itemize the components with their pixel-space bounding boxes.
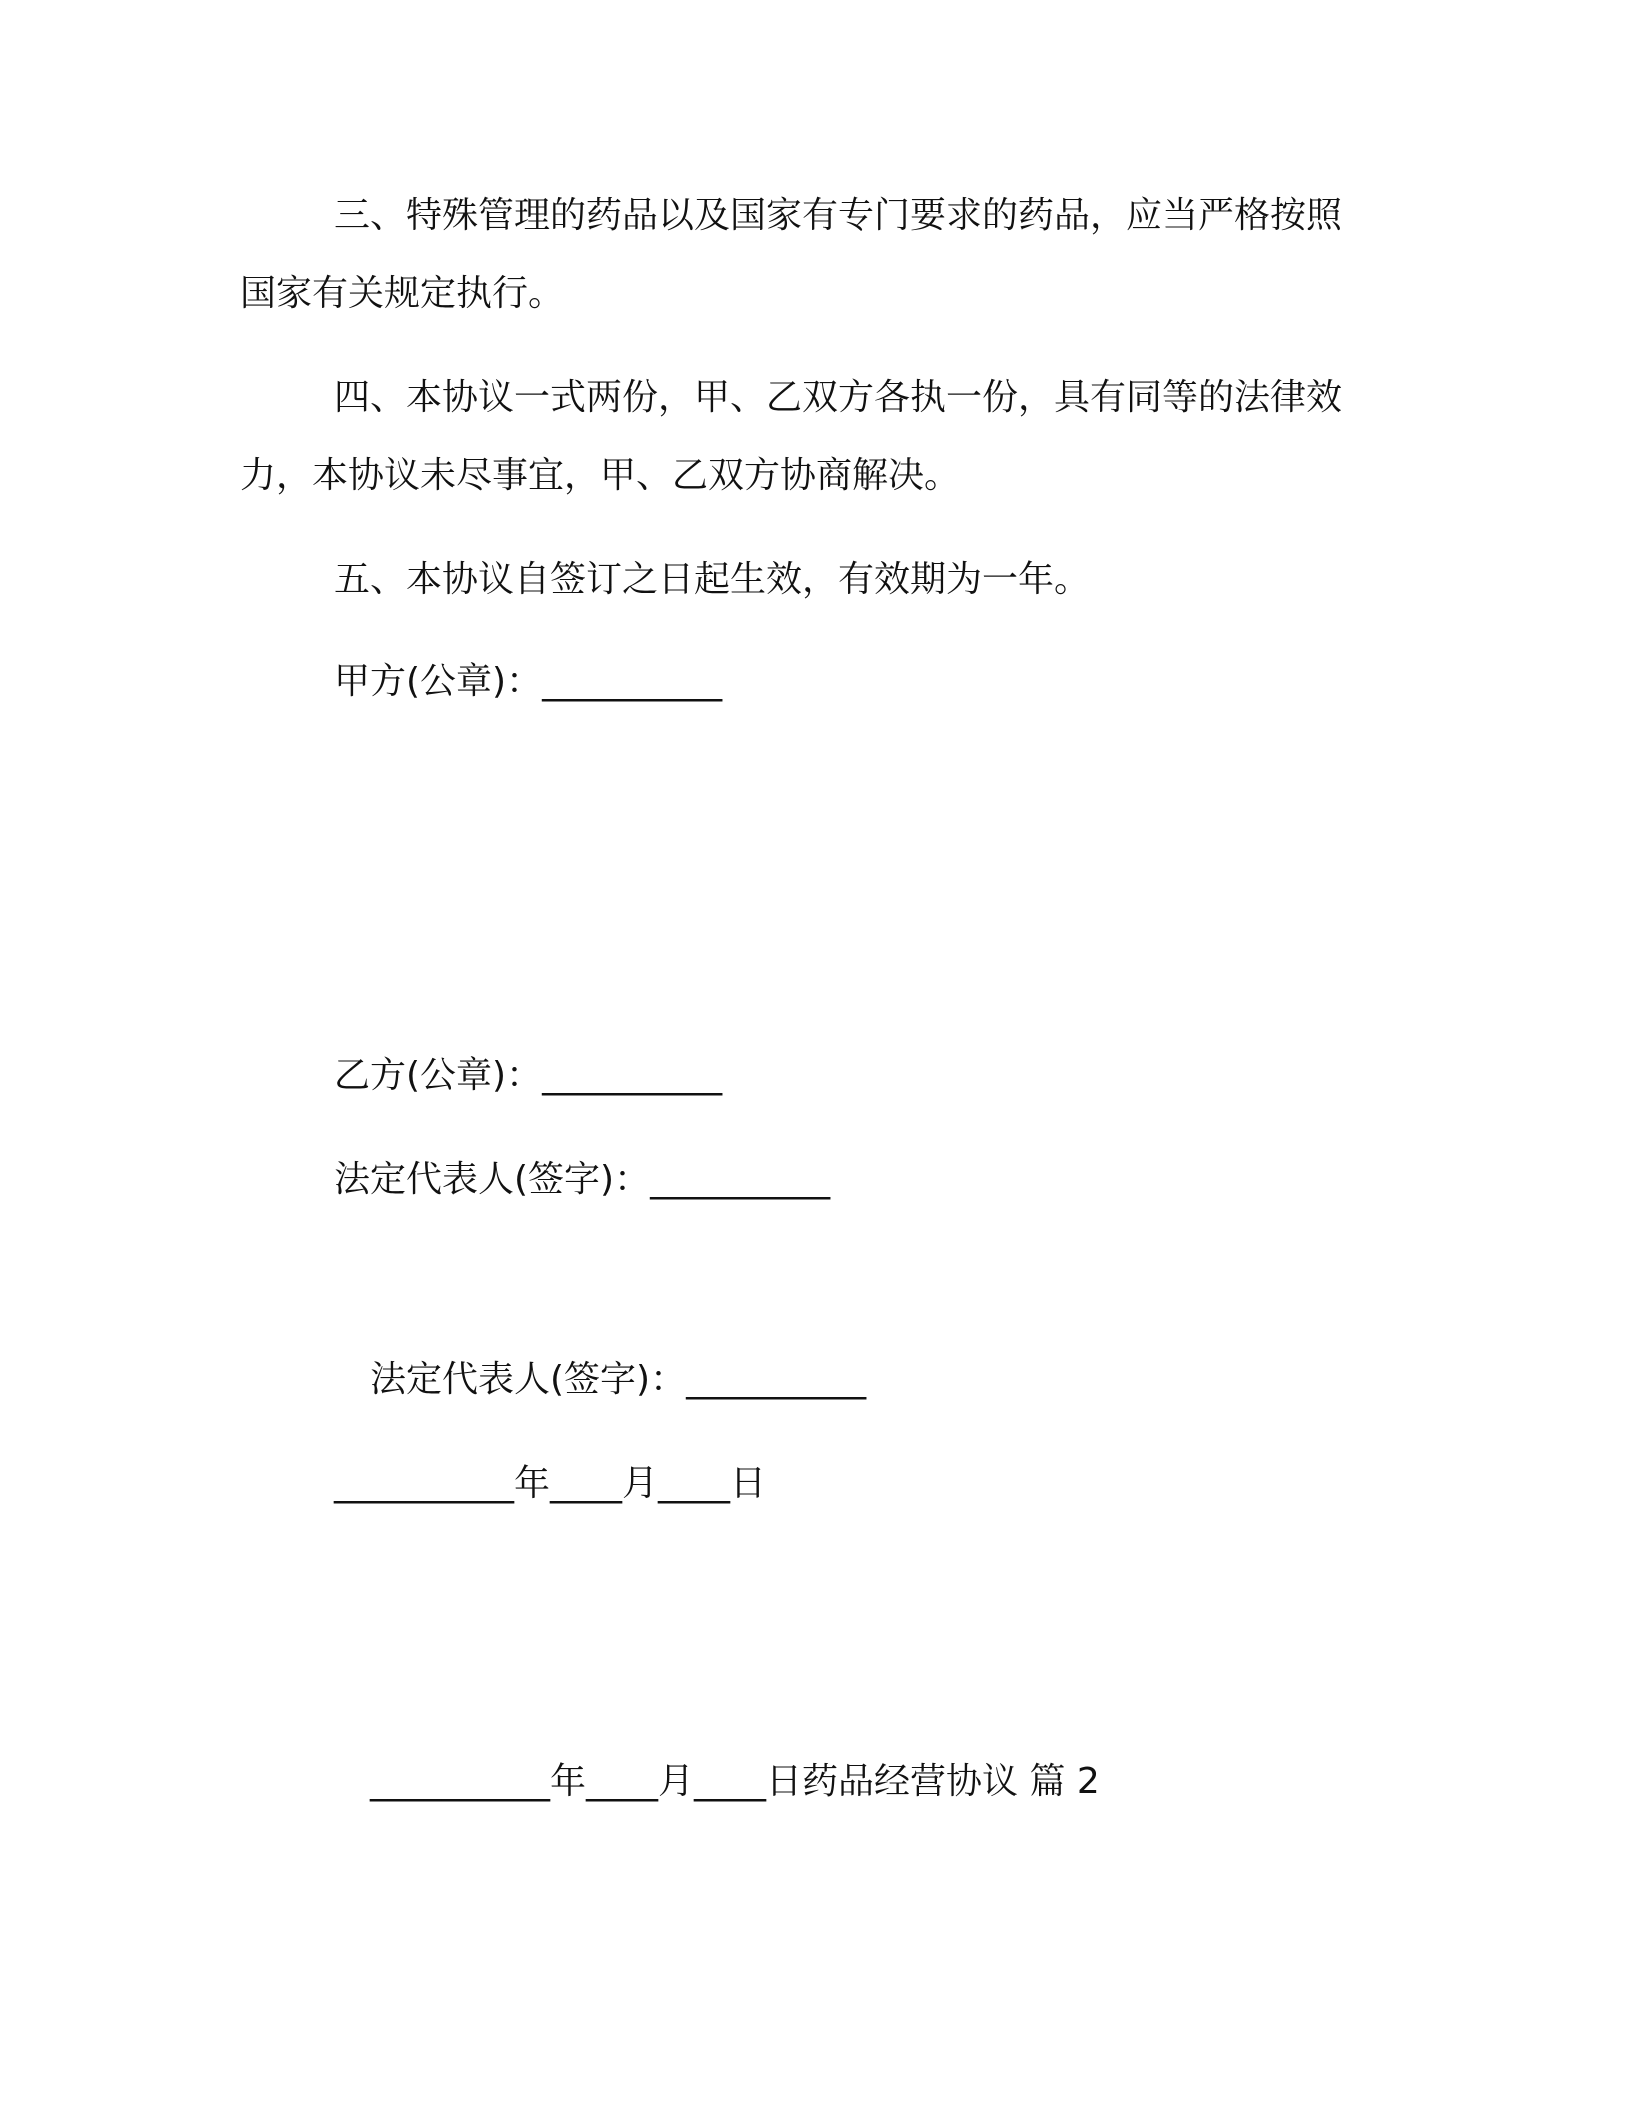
party-b-seal-line: 乙方(公章)：__________ [334,1055,723,1096]
clause-3-line-1: 三、特殊管理的药品以及国家有专门要求的药品，应当严格按照 [334,195,1343,236]
clause-4-line-2: 力，本协议未尽事宜，甲、乙双方协商解决。 [240,455,961,496]
clause-3-line-2: 国家有关规定执行。 [240,273,565,314]
clause-5: 五、本协议自签订之日起生效，有效期为一年。 [334,559,1091,600]
legal-rep-signature-line-2: 法定代表人(签字)：__________ [370,1359,867,1400]
clause-4-line-1: 四、本协议一式两份，甲、乙双方各执一份，具有同等的法律效 [334,377,1343,418]
party-a-seal-line: 甲方(公章)：__________ [334,661,723,702]
date-line: __________年____月____日 [334,1463,766,1504]
next-agreement-title: __________年____月____日药品经营协议 篇 2 [370,1761,1100,1802]
legal-rep-signature-line-1: 法定代表人(签字)：__________ [334,1159,831,1200]
